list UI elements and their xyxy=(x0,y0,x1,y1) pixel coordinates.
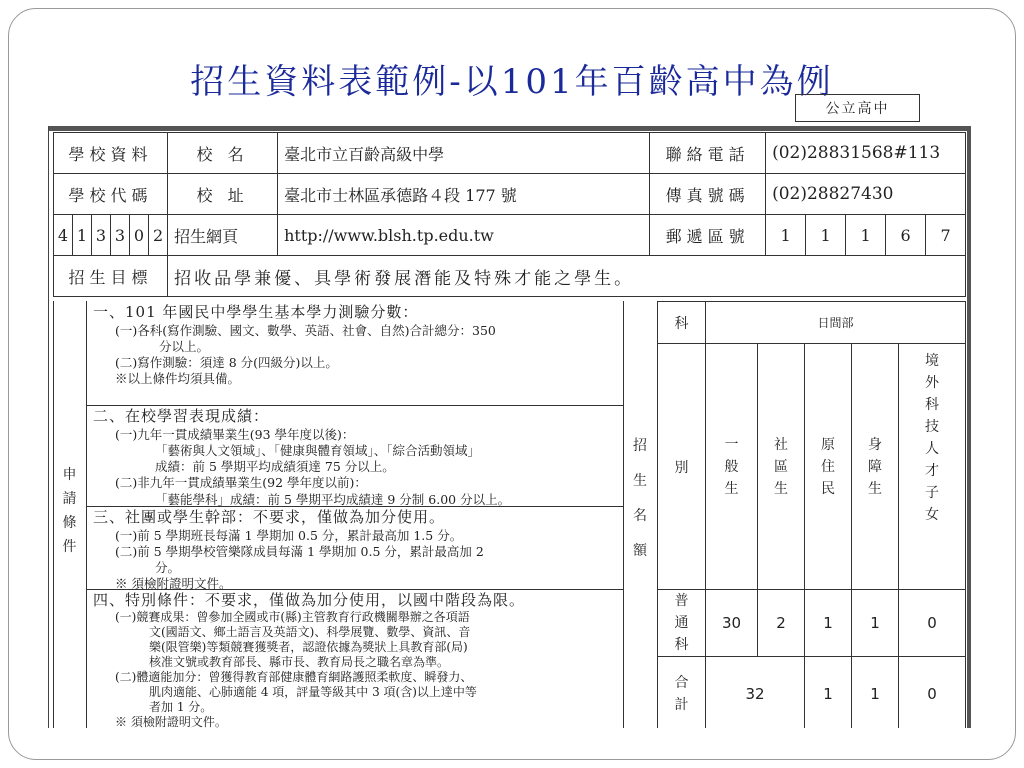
label-bie: 別 xyxy=(658,344,706,590)
condition-section-3 xyxy=(93,508,484,593)
label-char: 件 xyxy=(62,539,77,555)
label-char: 申 xyxy=(62,467,77,483)
zip-digit: 1 xyxy=(766,215,806,256)
quota-value: 1 xyxy=(805,590,852,657)
quota-putong-row xyxy=(658,590,966,657)
label-char: 招 xyxy=(633,438,647,454)
info-row-web xyxy=(54,215,966,256)
code-digit: 1 xyxy=(73,215,92,256)
condition-line: 文(國語文、鄉土語言及英語文)、科學展覽、數學、資訊、音 xyxy=(149,624,471,639)
category-overseas-tech-children: 境 外 科 技 人 才 子 女 xyxy=(899,344,966,590)
condition-line: (一)各科(寫作測驗、國文、數學、英語、社會、自然)合計總分：350 xyxy=(115,322,496,338)
section-heading: 四、特別條件：不要求，僅做為加分使用，以國中階段為限。 xyxy=(93,591,526,609)
enrollment-quota-label xyxy=(623,429,657,569)
label-total: 合 計 xyxy=(658,657,706,729)
zip-digit: 7 xyxy=(926,215,966,256)
condition-section-2 xyxy=(93,407,510,508)
condition-line: (二)寫作測驗：須達 8 分(四級分)以上。 xyxy=(115,355,338,370)
condition-line: ※以上條件均須具備。 xyxy=(115,371,241,387)
quota-header-row xyxy=(658,302,966,344)
form-right-border xyxy=(967,126,971,728)
condition-line: (二)非九年一貫成績畢業生(92 學年度以前)： xyxy=(115,475,367,491)
section-heading: 三、社團或學生幹部：不要求，僅做為加分使用。 xyxy=(93,508,446,526)
zip-digit: 6 xyxy=(886,215,926,256)
form-top-border xyxy=(49,126,971,131)
condition-line: (二)體適能加分：曾獲得教育部健康體育網路護照柔軟度、瞬發力、 xyxy=(115,669,473,684)
code-digit: 2 xyxy=(149,215,168,256)
info-row-address xyxy=(54,174,966,215)
conditions-section xyxy=(53,301,965,728)
code-digit: 0 xyxy=(130,215,149,256)
value-website: http://www.blsh.tp.edu.tw xyxy=(278,215,650,256)
label-putong: 普 通 科 xyxy=(658,590,706,657)
condition-line: 者加 1 分。 xyxy=(149,699,213,714)
label-day-division: 日間部 xyxy=(706,302,966,344)
quota-table xyxy=(657,301,966,728)
slide-title: 招生資料表範例-以101年百齡高中為例 xyxy=(190,62,834,102)
value-school-name: 臺北市立百齡高級中學 xyxy=(278,133,650,174)
condition-line: 「藝術與人文領域」、「健康與體育領域」、「綜合活動領域」 xyxy=(155,442,481,458)
quota-category-row xyxy=(658,344,966,590)
label-char: 生 xyxy=(633,473,647,489)
condition-line: 分。 xyxy=(155,560,181,575)
condition-line: 樂(限管樂)等類競賽獲獎者，認證依據為獎狀上具教育部(局) xyxy=(149,639,468,654)
total-value: 32 xyxy=(706,657,805,729)
total-value: 1 xyxy=(805,657,852,729)
quota-value: 2 xyxy=(758,590,805,657)
divider xyxy=(86,405,623,406)
label-ke: 科 xyxy=(658,302,706,344)
school-type-tag: 公立高中 xyxy=(795,94,920,122)
condition-line: 分以上。 xyxy=(159,338,210,354)
label-school-name: 校 名 xyxy=(168,133,278,174)
value-fax: (02)28827430 xyxy=(766,174,966,215)
condition-line: ※ 須檢附證明文件。 xyxy=(115,576,232,592)
category-indigenous: 原 住 民 xyxy=(805,344,852,590)
condition-line: (一)競賽成果：曾參加全國或市(縣)主管教育行政機關舉辦之各項語 xyxy=(115,609,470,624)
label-address: 校 址 xyxy=(168,174,278,215)
label-purpose: 招生目標 xyxy=(54,256,168,297)
category-general: 一 般 生 xyxy=(706,344,758,590)
total-value: 1 xyxy=(852,657,899,729)
divider xyxy=(86,301,87,728)
condition-section-4 xyxy=(93,591,525,728)
label-char: 名 xyxy=(633,508,647,524)
code-digit: 3 xyxy=(111,215,130,256)
quota-value: 30 xyxy=(706,590,758,657)
section-heading: 一、101 年國民中學學生基本學力測驗分數： xyxy=(93,303,419,321)
condition-line: 成績：前 5 學期平均成績須達 75 分以上。 xyxy=(155,459,395,474)
label-fax: 傳真號碼 xyxy=(650,174,766,215)
condition-line: (一)前 5 學期班長每滿 1 學期加 0.5 分，累計最高加 1.5 分。 xyxy=(115,527,463,543)
condition-line: 肌肉適能、心肺適能 4 項，評量等級其中 3 項(含)以上達中等 xyxy=(149,684,477,699)
total-value: 0 xyxy=(899,657,966,729)
value-address: 臺北市士林區承德路４段 177 號 xyxy=(278,174,650,215)
school-info-table xyxy=(53,132,966,297)
label-school-data: 學校資料 xyxy=(54,133,168,174)
label-char: 請 xyxy=(62,491,77,507)
info-row-name xyxy=(54,133,966,174)
label-zip: 郵遞區號 xyxy=(650,215,766,256)
condition-section-1 xyxy=(93,303,496,388)
zip-digit: 1 xyxy=(806,215,846,256)
info-row-purpose xyxy=(54,256,966,297)
category-disabled: 身 障 生 xyxy=(852,344,899,590)
apply-conditions-label xyxy=(53,463,86,559)
section-heading: 二、在校學習表現成績： xyxy=(93,407,270,425)
label-school-code: 學校代碼 xyxy=(54,174,168,215)
condition-line: 「藝能學科」成績：前 5 學期平均成績達 9 分制 6.00 分以上。 xyxy=(155,491,511,507)
code-digit: 3 xyxy=(92,215,111,256)
label-char: 條 xyxy=(62,515,77,531)
condition-line: 核准文號或教育部長、縣市長、教育局長之職名章為準。 xyxy=(149,654,450,669)
condition-line: (二)前 5 學期學校管樂隊成員每滿 1 學期加 0.5 分，累計最高加 2 xyxy=(115,543,484,559)
label-phone: 聯絡電話 xyxy=(650,133,766,174)
condition-line: ※ 須檢附證明文件。 xyxy=(115,714,227,728)
quota-value: 1 xyxy=(852,590,899,657)
admission-form xyxy=(48,126,971,728)
code-digit: 4 xyxy=(54,215,73,256)
label-website: 招生網頁 xyxy=(168,215,278,256)
category-community: 社 區 生 xyxy=(758,344,805,590)
zip-digit: 1 xyxy=(846,215,886,256)
quota-total-row xyxy=(658,657,966,729)
condition-line: (一)九年一貫成績畢業生(93 學年度以後)： xyxy=(115,426,355,442)
label-char: 額 xyxy=(633,543,647,559)
value-purpose: 招收品學兼優、具學術發展潛能及特殊才能之學生。 xyxy=(168,256,966,297)
quota-value: 0 xyxy=(899,590,966,657)
value-phone: (02)28831568#113 xyxy=(766,133,966,174)
